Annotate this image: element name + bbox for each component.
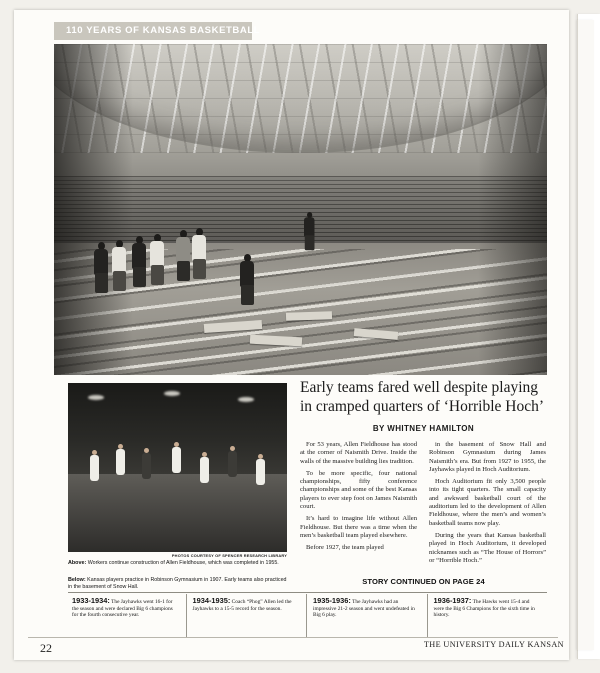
timeline-entry bbox=[427, 594, 548, 638]
caption-below-label: Below: bbox=[68, 577, 86, 583]
caption-below-text: Kansas players practice in Robinson Gymnasium in 1907. Early teams also practiced in the basement of Snow Hall. bbox=[68, 577, 287, 590]
timeline-entry bbox=[186, 594, 307, 638]
fieldhouse-construction-photo bbox=[54, 44, 547, 375]
article-byline: BY WHITNEY HAMILTON bbox=[372, 424, 475, 433]
timeline-entry bbox=[306, 594, 427, 638]
timeline-top-rule bbox=[68, 592, 547, 593]
story-continued-note: STORY CONTINUED ON PAGE 24 bbox=[362, 577, 485, 587]
article-headline: Early teams fared well despite playing in cramped quarters of ‘Horrible Hoch’ bbox=[300, 379, 545, 415]
caption-below bbox=[68, 577, 287, 590]
photo2-player bbox=[200, 457, 209, 483]
photo-credit: PHOTOS COURTESY OF SPENCER RESEARCH LIBRARY bbox=[171, 553, 287, 558]
article-paragraph: Hoch Auditorium fit only 3,500 people into its tight quarters. The small capacity and awkward basketball court of the auditorium led to the development of Allen Fieldhouse, where the men’s and women’s basketball teams now play. bbox=[429, 478, 546, 527]
article-paragraph: To be more specific, four national championships, fifty conference championships and some of the best Kansas players to ever step foot on James Naismith court. bbox=[300, 469, 417, 511]
photo2-player bbox=[256, 459, 265, 485]
photo2-floor bbox=[68, 474, 287, 552]
page-edge-front bbox=[577, 20, 594, 650]
timeline-text: The Hawks went 15-4 and were the Big 6 Champions for the sixth time in history. bbox=[433, 599, 535, 619]
article-block bbox=[300, 378, 547, 586]
header-banner-text: 110 YEARS OF KANSAS BASKETBALL bbox=[66, 25, 261, 36]
timeline-strip bbox=[68, 594, 547, 638]
photo-vignette-left bbox=[54, 44, 133, 375]
timeline-year: 1934-1935: bbox=[192, 596, 231, 605]
timeline-text: The Jayhawks went 16-1 for the season and were declared Big 6 champions for the fourth consecutive year. bbox=[72, 599, 173, 619]
photo-vignette-right bbox=[478, 44, 547, 375]
page-number: 22 bbox=[40, 641, 52, 655]
photo2-player bbox=[90, 455, 99, 481]
article-column-2 bbox=[429, 441, 546, 569]
photo2-player bbox=[172, 447, 181, 473]
photo2-player bbox=[228, 451, 237, 477]
photo2-player bbox=[116, 449, 125, 475]
article-paragraph: in the basement of Snow Hall and Robinson Gymnasium during James Naismith’s era. But from 1927 to 1955, the Jayhawks played in Hoch Auditorium. bbox=[429, 441, 546, 473]
caption-above bbox=[68, 560, 287, 567]
timeline-text: Coach “Phog” Allen led the Jayhawks to a 15-5 record for the season. bbox=[192, 599, 292, 612]
article-paragraph: Before 1927, the team played bbox=[306, 544, 384, 552]
timeline-entry bbox=[68, 594, 186, 638]
photo2-ceiling-light bbox=[164, 391, 180, 396]
photo2-player bbox=[142, 453, 151, 479]
photo2-ceiling-light bbox=[238, 397, 254, 402]
article-paragraph: For 53 years, Allen Fieldhouse has stood at the corner of Naismith Drive. Inside the walls of the massive building lies tradition. bbox=[300, 441, 417, 465]
gymnasium-practice-photo bbox=[68, 383, 287, 552]
timeline-text: The Jayhawks had an impressive 21-2 season and went undefeated in Big 6 play. bbox=[313, 599, 415, 619]
article-columns bbox=[300, 441, 547, 569]
caption-above-text: Workers continue construction of Allen Fieldhouse, which was completed in 1955. bbox=[87, 560, 279, 566]
footer-rule bbox=[28, 637, 558, 638]
article-column-1 bbox=[300, 441, 417, 569]
article-paragraph: During the years that Kansas basketball played in Hoch Auditorium, it developed nicknames such as “The House of Horrors” or “Horrible Hoch.” bbox=[429, 531, 546, 564]
photo-lumber-plank bbox=[286, 311, 332, 321]
caption-above-label: Above: bbox=[68, 560, 87, 566]
article-paragraph: It’s hard to imagine life without Allen Fieldhouse. But there was a time when the men’s basketball team played elsewhere. bbox=[300, 515, 417, 539]
timeline-year: 1935-1936: bbox=[313, 596, 351, 605]
photo2-ceiling-light bbox=[88, 395, 104, 400]
timeline-year: 1933-1934: bbox=[72, 596, 110, 605]
publication-name bbox=[424, 640, 564, 649]
timeline-year: 1936-1937: bbox=[433, 596, 472, 605]
publication-name-text: THE UNIVERSITY DAILY KANSAN bbox=[423, 640, 564, 649]
